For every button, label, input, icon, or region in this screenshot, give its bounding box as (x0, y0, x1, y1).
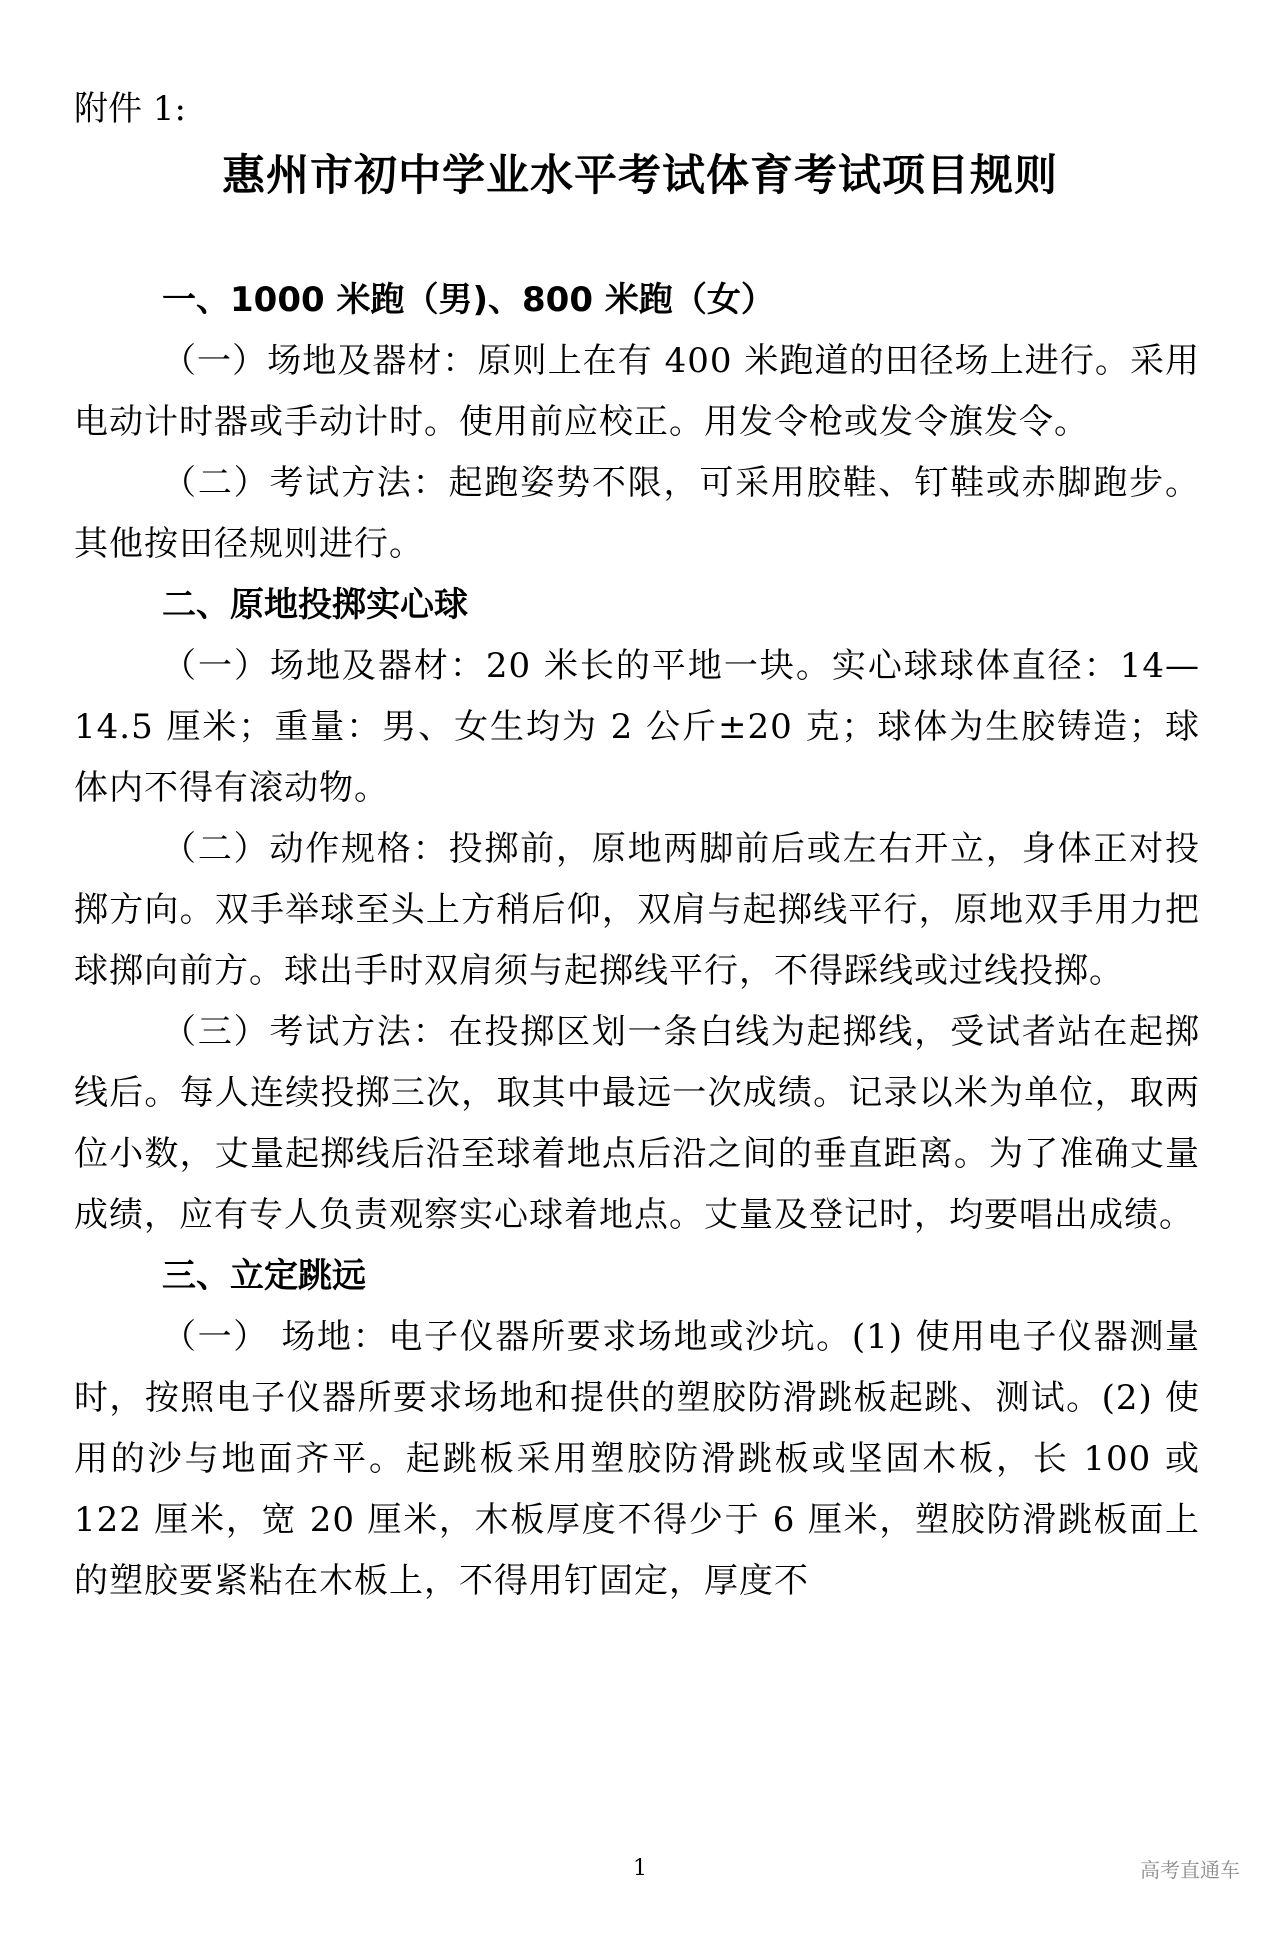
section-heading-shot-put: 二、原地投掷实心球 (162, 585, 468, 625)
section-heading-standing-long-jump: 三、立定跳远 (162, 1256, 366, 1296)
paragraph-shot-test-method: （三）考试方法：在投掷区划一条白线为起掷线，受试者站在起掷线后。每人连续投掷三次，取其中最远一次成绩。记录以米为单位，取两位小数，丈量起掷线后沿至球着地点后沿之间的垂直距离。为了准确丈量成绩，应有专人负责观察实心球着地点。丈量及登记时，均要唱出成绩。 (74, 1012, 1200, 1235)
attachment-label: 附件 1: (74, 89, 186, 129)
paragraph-run-test-method: （二）考试方法：起跑姿势不限，可采用胶鞋、钉鞋或赤脚跑步。其他按田径规则进行。 (74, 463, 1200, 564)
watermark-text: 高考直通车 (1140, 1858, 1240, 1882)
paragraph-jump-venue: （一） 场地：电子仪器所要求场地或沙坑。(1) 使用电子仪器测量时，按照电子仪器所要求场地和提供的塑胶防滑跳板起跳、测试。(2) 使用的沙与地面齐平。起跳板采用塑胶防滑跳板或坚固木板，长 100 或 122 厘米，宽 20 厘米，木板厚度不得少于 6 厘米，塑胶防滑跳板面上的塑胶要紧粘在木板上，不得用钉固定，厚度不 (74, 1317, 1200, 1601)
paragraph-run-venue-equipment: （一）场地及器材：原则上在有 400 米跑道的田径场上进行。采用电动计时器或手动计时。使用前应校正。用发令枪或发令旗发令。 (74, 341, 1200, 442)
page-number: 1 (633, 1856, 647, 1881)
paragraph-shot-action-spec: （二）动作规格：投掷前，原地两脚前后或左右开立，身体正对投掷方向。双手举球至头上方稍后仰，双肩与起掷线平行，原地双手用力把球掷向前方。球出手时双肩须与起掷线平行，不得踩线或过线投掷。 (74, 829, 1200, 991)
document-body (74, 270, 1200, 1612)
document-title: 惠州市初中学业水平考试体育考试项目规则 (222, 151, 1058, 201)
section-heading-1000m-800m-run: 一、1000 米跑（男)、800 米跑（女） (162, 280, 775, 320)
paragraph-shot-venue-equipment: （一）场地及器材：20 米长的平地一块。实心球球体直径：14—14.5 厘米；重量：男、女生均为 2 公斤±20 克；球体为生胶铸造；球体内不得有滚动物。 (74, 646, 1200, 808)
